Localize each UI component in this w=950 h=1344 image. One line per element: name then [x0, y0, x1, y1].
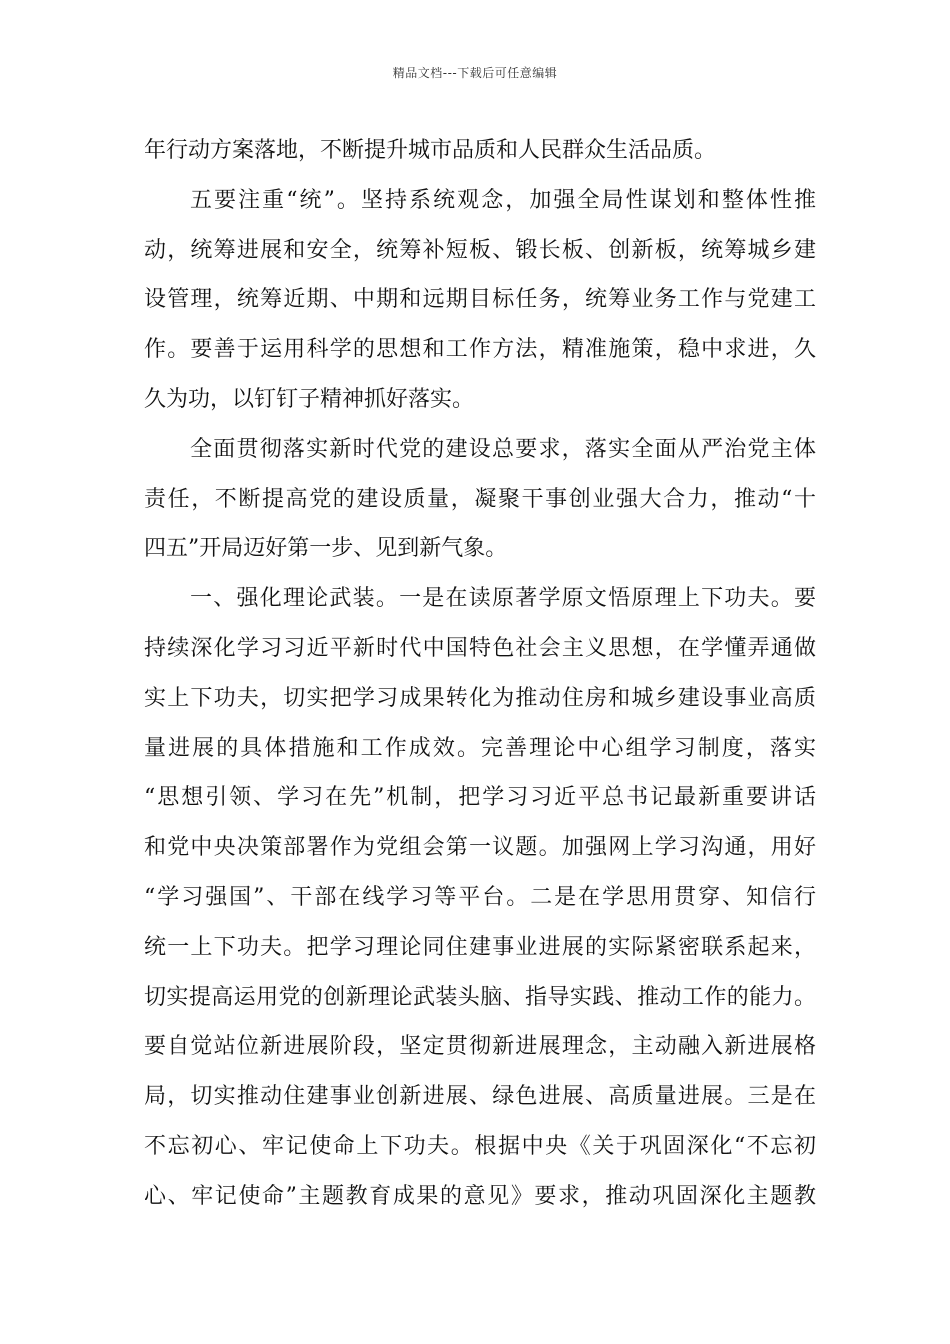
text-line: 作。要善于运用科学的思想和工作方法，精准施策，稳中求进，久 — [144, 337, 816, 363]
text-line: 四五”开局迈好第一步、见到新气象。 — [144, 536, 508, 562]
text-line: 五要注重“统”。坚持系统观念，加强全局性谋划和整体性推 — [190, 187, 816, 213]
document-body — [144, 126, 816, 1222]
text-line: 不忘初心、牢记使命上下功夫。根据中央《关于巩固深化“不忘初 — [144, 1133, 816, 1159]
text-line: 量进展的具体措施和工作成效。完善理论中心组学习制度，落实 — [144, 735, 816, 761]
text-line: “学习强国”、干部在线学习等平台。二是在学思用贯穿、知信行 — [144, 884, 816, 910]
text-line: 一、强化理论武装。一是在读原著学原文悟原理上下功夫。要 — [190, 586, 816, 612]
text-line: 设管理，统筹近期、中期和远期目标任务，统筹业务工作与党建工 — [144, 287, 816, 313]
text-line: 实上下功夫，切实把学习成果转化为推动住房和城乡建设事业高质 — [144, 685, 816, 711]
text-line: 心、牢记使命”主题教育成果的意见》要求，推动巩固深化主题教 — [144, 1183, 816, 1209]
text-line: 切实提高运用党的创新理论武装头脑、指导实践、推动工作的能力。 — [144, 984, 816, 1010]
text-line: 年行动方案落地，不断提升城市品质和人民群众生活品质。 — [144, 138, 717, 163]
text-line: 全面贯彻落实新时代党的建设总要求，落实全面从严治党主体 — [190, 436, 816, 462]
text-line: 局，切实推动住建事业创新进展、绿色进展、高质量进展。三是在 — [144, 1084, 816, 1110]
text-line: 要自觉站位新进展阶段，坚定贯彻新进展理念，主动融入新进展格 — [144, 1034, 816, 1060]
text-line: 持续深化学习习近平新时代中国特色社会主义思想，在学懂弄通做 — [144, 635, 816, 661]
text-line: 动，统筹进展和安全，统筹补短板、锻长板、创新板，统筹城乡建 — [144, 237, 816, 263]
text-line: 责任，不断提高党的建设质量，凝聚干事创业强大合力，推动“十 — [144, 486, 816, 512]
text-line: 统一上下功夫。把学习理论同住建事业进展的实际紧密联系起来， — [144, 934, 816, 960]
text-line: 久为功，以钉钉子精神抓好落实。 — [144, 386, 475, 412]
text-line: 和党中央决策部署作为党组会第一议题。加强网上学习沟通，用好 — [144, 835, 816, 861]
page-header: 精品文档---下载后可任意编辑 — [392, 66, 558, 80]
text-line: “思想引领、学习在先”机制，把学习习近平总书记最新重要讲话 — [144, 785, 816, 811]
